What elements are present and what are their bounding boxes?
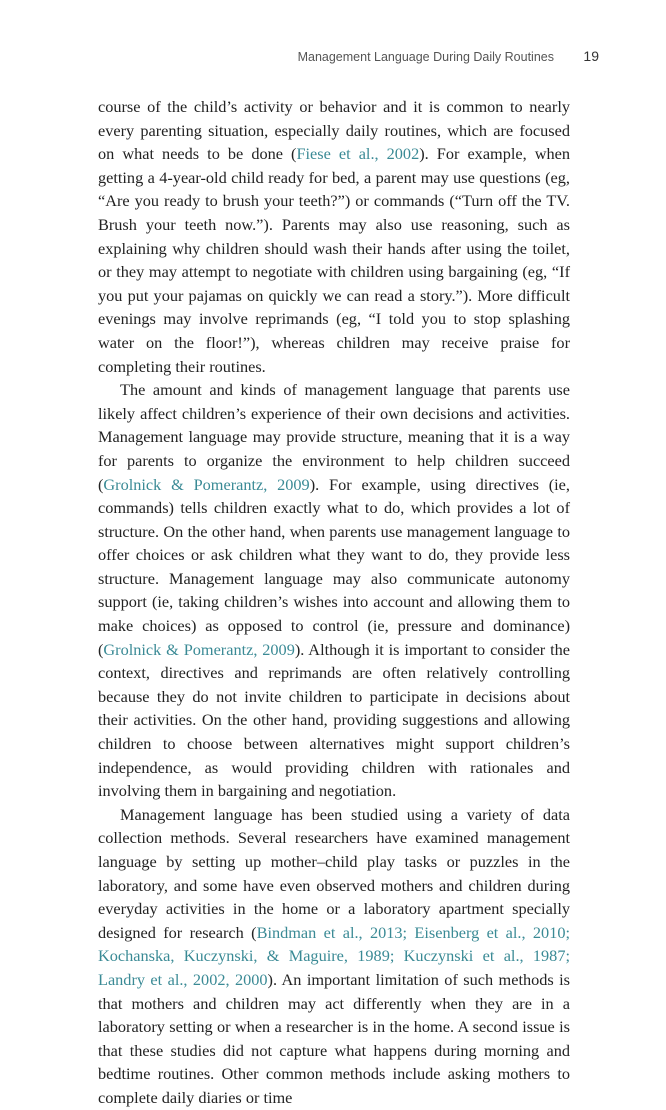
text-run: ). Although it is important to consider the context, directives and reprimands are often relatively controlling because they do not invite children to participate in decisions about their activities. On the other hand, providing suggestions and allowing children to choose between alternatives might support children’s independence, as would providing children with rationales and involving them in bargaining and negotiation. [98,639,570,801]
paragraph-2 [98,378,570,803]
citation-link[interactable]: Grolnick & Pomerantz, 2009 [103,474,310,494]
text-run: The amount and kinds of management language that parents use likely affect children’s experience of their own decisions and activities. Management language may provide structure, meaning that it is a way for parents to organize the environment to help children succeed ( [98,380,570,494]
page-number: 19 [583,48,599,64]
text-run: ). For example, when getting a 4-year-old child ready for bed, a parent may use questions (eg, “Are you ready to brush your teeth?”) or commands (“Turn off the TV. Brush your teeth now.”). Parents may also use reasoning, such as explaining why children should wash their hands after using the toilet, or they may attempt to negotiate with children using bargaining (eg, “If you put your pajamas on quickly we can read a story.”). More difficult evenings may involve reprimands (eg, “I told you to stop splashing water on the floor!”), whereas children may receive praise for completing their routines. [98,144,570,376]
citation-link[interactable]: Bindman et al., 2013; Eisenberg et al., 2010; Kochanska, Kuczynski, & Maguire, 1989; Kuczynski et al., 1987; Landry et al., 2002, 2000 [98,922,571,989]
text-run: course of the child’s activity or behavior and it is common to nearly every parenting situation, especially daily routines, which are focused on what needs to be done ( [98,97,570,164]
running-header [0,48,666,68]
citation-link[interactable]: Fiese et al., 2002 [296,144,420,164]
text-run: ). An important limitation of such methods is that mothers and children may act differently when they are in a laboratory setting or when a researcher is in the home. A second issue is that these studies did not capture what happens during morning and bedtime routines. Other common methods include asking mothers to complete daily diaries or time [98,969,570,1107]
running-title: Management Language During Daily Routines [297,50,554,64]
paragraph-3 [98,803,570,1110]
paragraph-1 [98,95,570,378]
text-run: Management language has been studied using a variety of data collection methods. Several researchers have examined management language by setting up mother–child play tasks or puzzles in the laboratory, and some have even observed mothers and children during everyday activities in the home or a laboratory apartment specially designed for research ( [98,804,570,942]
citation-link[interactable]: Grolnick & Pomerantz, 2009 [103,639,295,659]
text-run: ). For example, using directives (ie, commands) tells children exactly what to do, which provides a lot of structure. On the other hand, when parents use management language to offer choices or ask children what they want to do, they provide less structure. Management language may also communicate autonomy support (ie, taking children’s wishes into account and allowing them to make choices) as opposed to control (ie, pressure and dominance) ( [98,474,570,659]
body-text [98,95,570,1110]
